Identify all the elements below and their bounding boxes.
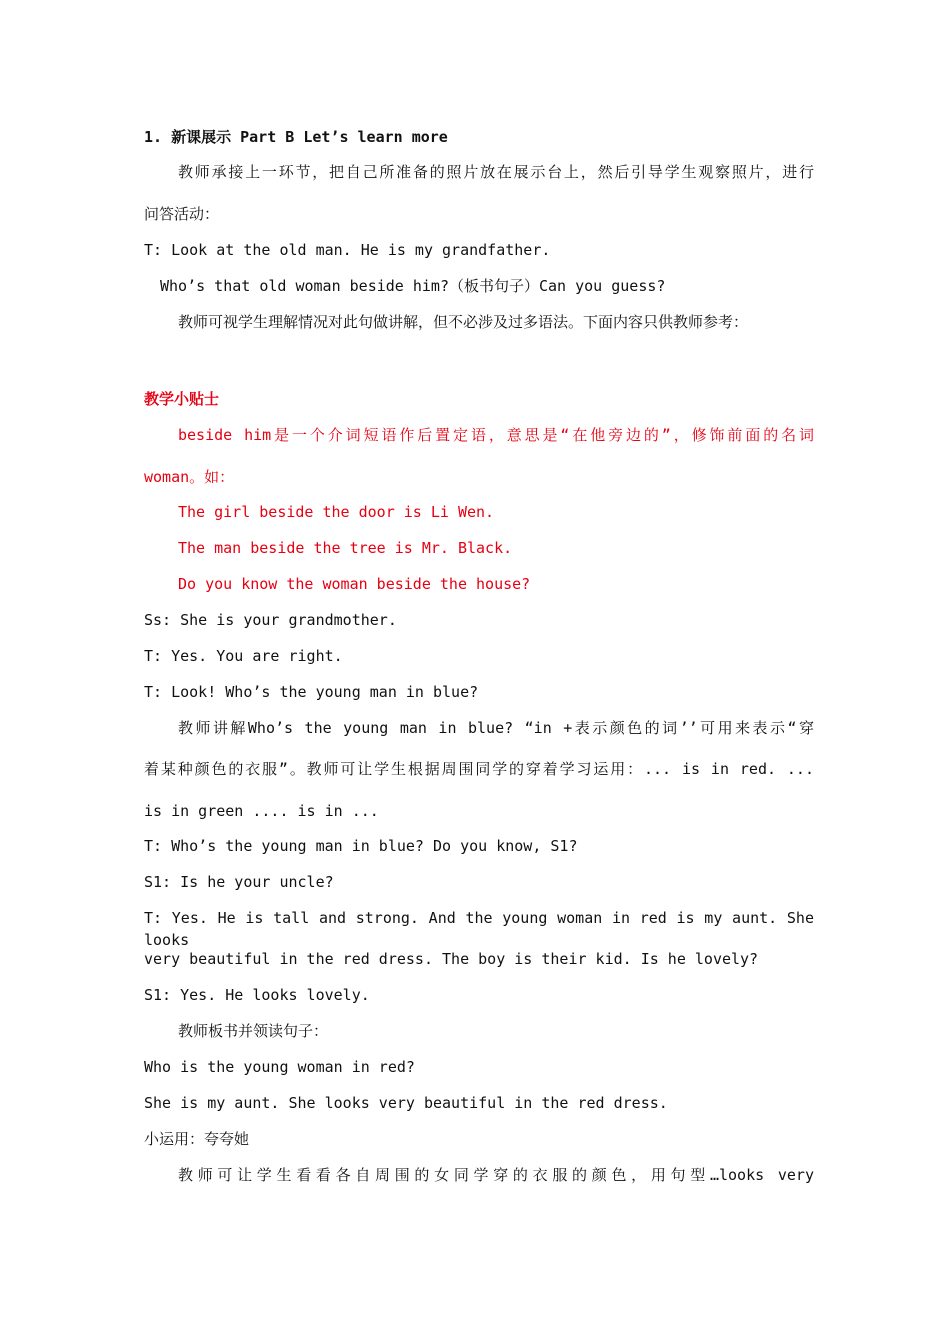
paragraph-intro-line1: 教师承接上一环节，把自己所准备的照片放在展示台上，然后引导学生观察照片，进行 — [178, 163, 814, 181]
board-sentence: Who is the young woman in red? — [144, 1058, 415, 1076]
dialogue-line: S1: Yes. He looks lovely. — [144, 986, 370, 1004]
dialogue-line: T: Who’s the young man in blue? Do you know, S1? — [144, 837, 578, 855]
tip-line1: beside him是一个介词短语作后置定语，意思是“在他旁边的”，修饰前面的名词 — [178, 426, 814, 444]
tip-example: The girl beside the door is Li Wen. — [178, 503, 495, 521]
dialogue-line: T: Look! Who’s the young man in blue? — [144, 683, 479, 701]
explanation-line2: 着某种颜色的衣服”。教师可让学生根据周围同学的穿着学习运用：... is in red. ... — [144, 760, 814, 778]
section-heading: 1. 新课展示 Part B Let’s learn more — [144, 128, 448, 146]
dialogue-line: T: Yes. You are right. — [144, 647, 343, 665]
dialogue-line: T: Yes. He is tall and strong. And the young woman in red is my aunt. She looks — [144, 909, 814, 949]
final-paragraph: 教师可让学生看看各自周围的女同学穿的衣服的颜色，用句型…looks very — [178, 1166, 814, 1184]
teacher-note: 教师可视学生理解情况对此句做讲解，但不必涉及过多语法。下面内容只供教师参考： — [178, 313, 749, 331]
dialogue-line: Who’s that old woman beside him?（板书句子）Can you guess? — [160, 277, 666, 295]
dialogue-line: S1: Is he your uncle? — [144, 873, 334, 891]
dialogue-line: very beautiful in the red dress. The boy is their kid. Is he lovely? — [144, 950, 759, 968]
dialogue-line: Ss: She is your grandmother. — [144, 611, 397, 629]
tip-example: Do you know the woman beside the house? — [178, 575, 531, 593]
paragraph-intro-line2: 问答活动： — [144, 205, 220, 223]
tip-example: The man beside the tree is Mr. Black. — [178, 539, 513, 557]
practice-heading: 小运用：夸夸她 — [144, 1130, 250, 1148]
tip-title: 教学小贴士 — [144, 390, 220, 408]
board-sentence: She is my aunt. She looks very beautiful in the red dress. — [144, 1094, 668, 1112]
dialogue-line: T: Look at the old man. He is my grandfather. — [144, 241, 551, 259]
explanation-line1: 教师讲解Who’s the young man in blue? “in +表示颜色的词’’可用来表示“穿 — [178, 719, 814, 737]
explanation-line3: is in green .... is in ... — [144, 802, 379, 820]
board-instruction: 教师板书并领读句子： — [178, 1022, 329, 1040]
tip-line2: woman。如： — [144, 468, 235, 486]
